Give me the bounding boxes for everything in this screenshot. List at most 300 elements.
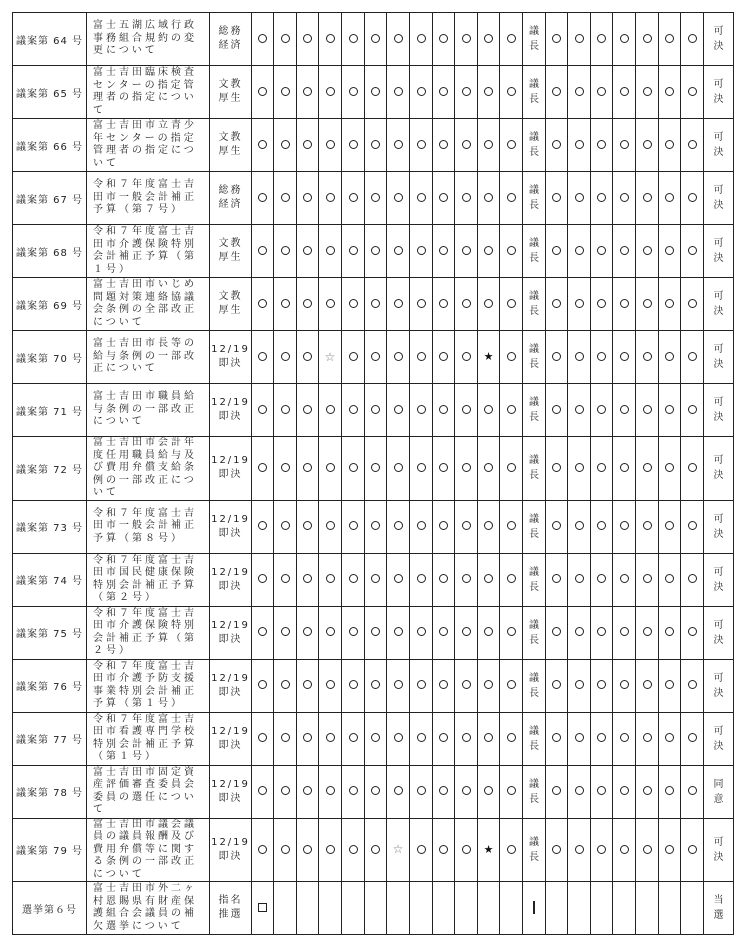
bill-title: 令和７年度富士吉田市介護予防支援事業特別会計補正予算（第１号） (87, 659, 210, 712)
circle-approve-icon (326, 34, 335, 43)
vote-cell (636, 765, 659, 818)
chair-cell-line: 長 (529, 740, 539, 752)
chair-cell-line: 議 (529, 26, 539, 37)
vote-cell (455, 882, 478, 935)
circle-approve-icon (326, 786, 335, 795)
circle-approve-icon (462, 845, 471, 854)
circle-approve-icon (462, 299, 471, 308)
circle-approve-icon (575, 405, 584, 414)
circle-approve-icon (394, 34, 403, 43)
bill-number: 議案第 73 号 (13, 500, 87, 553)
result-cell (704, 606, 734, 659)
circle-approve-icon (371, 574, 380, 583)
chair-cell-line: 長 (529, 470, 539, 482)
circle-approve-icon (484, 87, 493, 96)
circle-approve-icon (303, 405, 312, 414)
vote-cell (365, 882, 387, 935)
circle-approve-icon (597, 463, 606, 472)
vote-cell (659, 882, 681, 935)
circle-approve-icon (326, 246, 335, 255)
vote-cell (546, 66, 568, 119)
circle-approve-icon (349, 405, 358, 414)
vote-cell (387, 172, 410, 225)
bill-number: 議案第 69 号 (13, 278, 87, 331)
result-cell-line: 決 (713, 41, 724, 52)
circle-approve-icon (552, 680, 561, 689)
vote-cell (613, 384, 636, 437)
vote-cell (681, 553, 704, 606)
circle-approve-icon (326, 405, 335, 414)
result-cell-line: 決 (713, 851, 724, 863)
vote-cell (568, 437, 591, 501)
circle-approve-icon (417, 140, 426, 149)
vote-cell (297, 225, 319, 278)
chair-cell-line: 長 (529, 687, 539, 699)
committee-cell (210, 659, 252, 712)
circle-approve-icon (665, 521, 674, 530)
bill-title: 富士吉田市職員給与条例の一部改正について (87, 384, 210, 437)
circle-approve-icon (371, 521, 380, 530)
circle-approve-icon (326, 87, 335, 96)
result-cell (704, 225, 734, 278)
vote-cell (433, 278, 455, 331)
vote-cell (252, 606, 274, 659)
vote-cell (500, 172, 523, 225)
circle-approve-icon (281, 299, 290, 308)
circle-approve-icon (665, 299, 674, 308)
chair-cell-line: 長 (529, 200, 539, 211)
circle-approve-icon (439, 521, 448, 530)
circle-approve-icon (575, 733, 584, 742)
circle-approve-icon (281, 352, 290, 361)
result-cell (704, 384, 734, 437)
vote-cell (433, 66, 455, 119)
table-row (13, 500, 734, 553)
result-cell (704, 500, 734, 553)
circle-approve-icon (394, 87, 403, 96)
circle-approve-icon (688, 845, 697, 854)
vote-cell (297, 712, 319, 765)
vote-cell (387, 818, 410, 882)
vote-cell (274, 278, 297, 331)
circle-approve-icon (326, 627, 335, 636)
circle-approve-icon (552, 140, 561, 149)
circle-approve-icon (371, 34, 380, 43)
committee-line: 即決 (218, 686, 243, 698)
circle-approve-icon (349, 786, 358, 795)
circle-approve-icon (439, 34, 448, 43)
chair-cell (523, 500, 546, 553)
result-cell-line: 当 (713, 895, 724, 906)
circle-approve-icon (620, 627, 629, 636)
circle-approve-icon (620, 193, 629, 202)
vote-cell (455, 712, 478, 765)
vote-cell (478, 437, 500, 501)
bill-number: 議案第 67 号 (13, 172, 87, 225)
circle-approve-icon (462, 87, 471, 96)
circle-approve-icon (349, 34, 358, 43)
committee-line: 指名 (218, 895, 243, 906)
vote-cell (546, 818, 568, 882)
vote-cell (252, 659, 274, 712)
result-cell (704, 278, 734, 331)
committee-line: 即決 (218, 850, 243, 862)
circle-approve-icon (258, 87, 267, 96)
circle-approve-icon (575, 352, 584, 361)
vote-cell (252, 278, 274, 331)
vote-cell (636, 818, 659, 882)
vote-cell (365, 119, 387, 172)
vote-cell (546, 553, 568, 606)
vote-cell (500, 66, 523, 119)
circle-approve-icon (394, 627, 403, 636)
vote-cell (591, 66, 613, 119)
circle-approve-icon (462, 521, 471, 530)
result-cell (704, 712, 734, 765)
circle-approve-icon (665, 627, 674, 636)
vote-cell (365, 606, 387, 659)
circle-approve-icon (349, 140, 358, 149)
circle-approve-icon (620, 521, 629, 530)
circle-approve-icon (507, 34, 516, 43)
vote-cell (342, 882, 365, 935)
vote-cell (297, 66, 319, 119)
vote-cell (681, 225, 704, 278)
vote-cell (342, 119, 365, 172)
vote-cell (568, 500, 591, 553)
chair-cell-line: 議 (529, 185, 539, 196)
vote-cell (410, 384, 433, 437)
result-cell-line: 可 (713, 132, 724, 143)
circle-approve-icon (507, 352, 516, 361)
vote-cell (478, 13, 500, 66)
circle-approve-icon (552, 521, 561, 530)
vote-cell (636, 500, 659, 553)
vote-cell (546, 500, 568, 553)
circle-approve-icon (303, 463, 312, 472)
bill-title: 令和７年度富士吉田市一般会計補正予算（第８号） (87, 500, 210, 553)
circle-approve-icon (597, 193, 606, 202)
vote-cell (455, 553, 478, 606)
chair-cell (523, 606, 546, 659)
circle-approve-icon (688, 521, 697, 530)
table-body (13, 13, 734, 935)
vote-cell (387, 384, 410, 437)
table-row (13, 765, 734, 818)
circle-approve-icon (258, 34, 267, 43)
circle-approve-icon (688, 34, 697, 43)
circle-approve-icon (371, 405, 380, 414)
vote-cell (546, 278, 568, 331)
vote-cell (365, 225, 387, 278)
circle-approve-icon (371, 193, 380, 202)
result-cell-line: 意 (713, 793, 724, 805)
circle-approve-icon (417, 680, 426, 689)
result-cell-line: 決 (713, 306, 724, 317)
committee-line: 12/19 (211, 397, 250, 408)
vote-cell (274, 384, 297, 437)
vote-cell (365, 437, 387, 501)
vote-cell (681, 606, 704, 659)
vote-cell (681, 437, 704, 501)
vote-cell (365, 13, 387, 66)
vote-cell (297, 659, 319, 712)
bill-number: 議案第 68 号 (13, 225, 87, 278)
circle-approve-icon (439, 574, 448, 583)
vote-cell (252, 331, 274, 384)
vote-cell (613, 278, 636, 331)
vote-cell (252, 384, 274, 437)
result-cell-line: 可 (713, 26, 724, 37)
circle-approve-icon (575, 786, 584, 795)
table-row (13, 553, 734, 606)
vote-cell (613, 66, 636, 119)
circle-approve-icon (552, 352, 561, 361)
chair-cell-line: 議 (529, 566, 539, 578)
circle-approve-icon (326, 463, 335, 472)
result-cell-line: 可 (713, 513, 724, 525)
vote-cell (455, 13, 478, 66)
circle-approve-icon (394, 574, 403, 583)
committee-line: 12/19 (211, 566, 250, 578)
result-cell (704, 66, 734, 119)
circle-approve-icon (462, 627, 471, 636)
circle-approve-icon (303, 845, 312, 854)
circle-approve-icon (462, 463, 471, 472)
vote-cell (478, 119, 500, 172)
vote-cell (455, 659, 478, 712)
vote-cell (568, 13, 591, 66)
vote-cell (455, 278, 478, 331)
vote-cell (636, 553, 659, 606)
vote-cell (433, 437, 455, 501)
vote-cell (568, 712, 591, 765)
circle-approve-icon (484, 463, 493, 472)
circle-approve-icon (597, 34, 606, 43)
vote-cell (297, 278, 319, 331)
circle-approve-icon (484, 786, 493, 795)
committee-line: 12/19 (211, 778, 250, 790)
vote-cell (681, 712, 704, 765)
circle-approve-icon (665, 845, 674, 854)
table-row (13, 384, 734, 437)
chair-cell (523, 13, 546, 66)
committee-line: 厚生 (218, 252, 243, 263)
committee-line: 即決 (218, 739, 243, 751)
circle-approve-icon (439, 299, 448, 308)
bill-title: 令和７年度富士吉田市看護専門学校特別会計補正予算（第１号） (87, 712, 210, 765)
vote-cell (568, 172, 591, 225)
circle-approve-icon (371, 87, 380, 96)
vote-cell (636, 712, 659, 765)
circle-approve-icon (620, 352, 629, 361)
bill-number: 議案第 72 号 (13, 437, 87, 501)
chair-cell (523, 818, 546, 882)
circle-approve-icon (575, 680, 584, 689)
committee-line: 総務 (218, 26, 243, 37)
vote-cell (613, 331, 636, 384)
result-cell-line: 可 (713, 79, 724, 90)
circle-approve-icon (462, 193, 471, 202)
bill-title: 令和７年度富士吉田市介護保険特別会計補正予算（第２号） (87, 606, 210, 659)
vote-cell (365, 384, 387, 437)
circle-approve-icon (620, 786, 629, 795)
committee-line: 即決 (218, 358, 243, 369)
circle-approve-icon (417, 521, 426, 530)
vote-cell (500, 13, 523, 66)
committee-line: 経済 (218, 199, 243, 210)
circle-approve-icon (439, 140, 448, 149)
circle-approve-icon (371, 352, 380, 361)
circle-approve-icon (371, 463, 380, 472)
bill-title: 富士吉田市会計年度任用職員給与及び費用弁償支給条例の一部改正について (87, 437, 210, 501)
circle-approve-icon (643, 463, 652, 472)
circle-approve-icon (688, 140, 697, 149)
chair-cell-line: 長 (529, 253, 539, 264)
circle-approve-icon (281, 680, 290, 689)
vote-cell (365, 500, 387, 553)
vote-cell (681, 818, 704, 882)
vote-cell (387, 553, 410, 606)
circle-approve-icon (597, 680, 606, 689)
committee-cell (210, 13, 252, 66)
circle-approve-icon (620, 87, 629, 96)
vote-cell (455, 437, 478, 501)
circle-approve-icon (575, 574, 584, 583)
bill-number: 議案第 75 号 (13, 606, 87, 659)
vote-cell (319, 331, 342, 384)
chair-cell (523, 331, 546, 384)
vote-cell (319, 384, 342, 437)
chair-cell-line: 議 (529, 778, 539, 790)
circle-approve-icon (417, 733, 426, 742)
vote-cell (433, 500, 455, 553)
circle-approve-icon (484, 574, 493, 583)
table-row (13, 119, 734, 172)
circle-approve-icon (597, 786, 606, 795)
vote-cell (591, 13, 613, 66)
circle-approve-icon (258, 140, 267, 149)
vote-cell (681, 13, 704, 66)
vote-cell (500, 659, 523, 712)
circle-approve-icon (303, 299, 312, 308)
vote-cell (387, 331, 410, 384)
vote-cell (546, 606, 568, 659)
vote-results-table (12, 12, 734, 935)
vote-cell (568, 765, 591, 818)
vote-cell (636, 66, 659, 119)
result-cell (704, 172, 734, 225)
vote-cell (410, 882, 433, 935)
circle-approve-icon (326, 299, 335, 308)
vote-cell (274, 818, 297, 882)
circle-approve-icon (258, 574, 267, 583)
vote-cell (365, 331, 387, 384)
circle-approve-icon (462, 405, 471, 414)
chair-cell (523, 437, 546, 501)
vote-cell (319, 437, 342, 501)
circle-approve-icon (281, 463, 290, 472)
vote-cell (659, 384, 681, 437)
vote-cell (342, 659, 365, 712)
vote-cell (433, 712, 455, 765)
table-row (13, 659, 734, 712)
committee-line: 12/19 (211, 836, 250, 848)
vote-cell (342, 278, 365, 331)
chair-cell-line: 長 (529, 147, 539, 158)
committee-line: 即決 (218, 469, 243, 481)
vote-cell (659, 225, 681, 278)
vote-cell (410, 172, 433, 225)
circle-approve-icon (575, 140, 584, 149)
committee-line: 文教 (218, 238, 243, 249)
circle-approve-icon (575, 521, 584, 530)
circle-approve-icon (394, 299, 403, 308)
vote-cell (659, 818, 681, 882)
circle-approve-icon (620, 299, 629, 308)
circle-approve-icon (643, 405, 652, 414)
circle-approve-icon (665, 34, 674, 43)
vote-cell (297, 384, 319, 437)
circle-approve-icon (552, 87, 561, 96)
table-row (13, 606, 734, 659)
vote-cell (546, 384, 568, 437)
vote-cell (478, 765, 500, 818)
vote-cell (613, 882, 636, 935)
bill-title: 富士吉田市立青少年センターの指定管理者の指定について (87, 119, 210, 172)
vote-cell (613, 765, 636, 818)
circle-approve-icon (597, 627, 606, 636)
circle-approve-icon (371, 733, 380, 742)
vote-cell (455, 818, 478, 882)
vote-cell (591, 225, 613, 278)
vote-cell (297, 119, 319, 172)
table-row (13, 331, 734, 384)
result-cell-line: 可 (713, 291, 724, 302)
result-cell-line: 決 (713, 94, 724, 105)
circle-approve-icon (620, 34, 629, 43)
vote-cell (613, 172, 636, 225)
result-cell (704, 882, 734, 935)
vote-cell (319, 500, 342, 553)
vote-cell (342, 384, 365, 437)
circle-approve-icon (281, 34, 290, 43)
vote-cell (319, 606, 342, 659)
vote-cell (455, 66, 478, 119)
circle-approve-icon (462, 140, 471, 149)
circle-approve-icon (371, 845, 380, 854)
circle-approve-icon (688, 733, 697, 742)
circle-approve-icon (326, 140, 335, 149)
result-cell-line: 決 (713, 253, 724, 264)
bill-title: 富士五湖広域行政事務組合規約の変更について (87, 13, 210, 66)
circle-approve-icon (620, 733, 629, 742)
vote-cell (478, 553, 500, 606)
circle-approve-icon (303, 680, 312, 689)
circle-approve-icon (258, 352, 267, 361)
circle-approve-icon (552, 786, 561, 795)
star-filled-icon: ★ (483, 350, 494, 363)
committee-line: 文教 (218, 79, 243, 90)
vote-cell (591, 818, 613, 882)
vote-cell (591, 606, 613, 659)
circle-approve-icon (552, 845, 561, 854)
circle-approve-icon (439, 193, 448, 202)
vote-cell (410, 119, 433, 172)
circle-approve-icon (394, 521, 403, 530)
committee-cell (210, 712, 252, 765)
vote-cell (342, 13, 365, 66)
